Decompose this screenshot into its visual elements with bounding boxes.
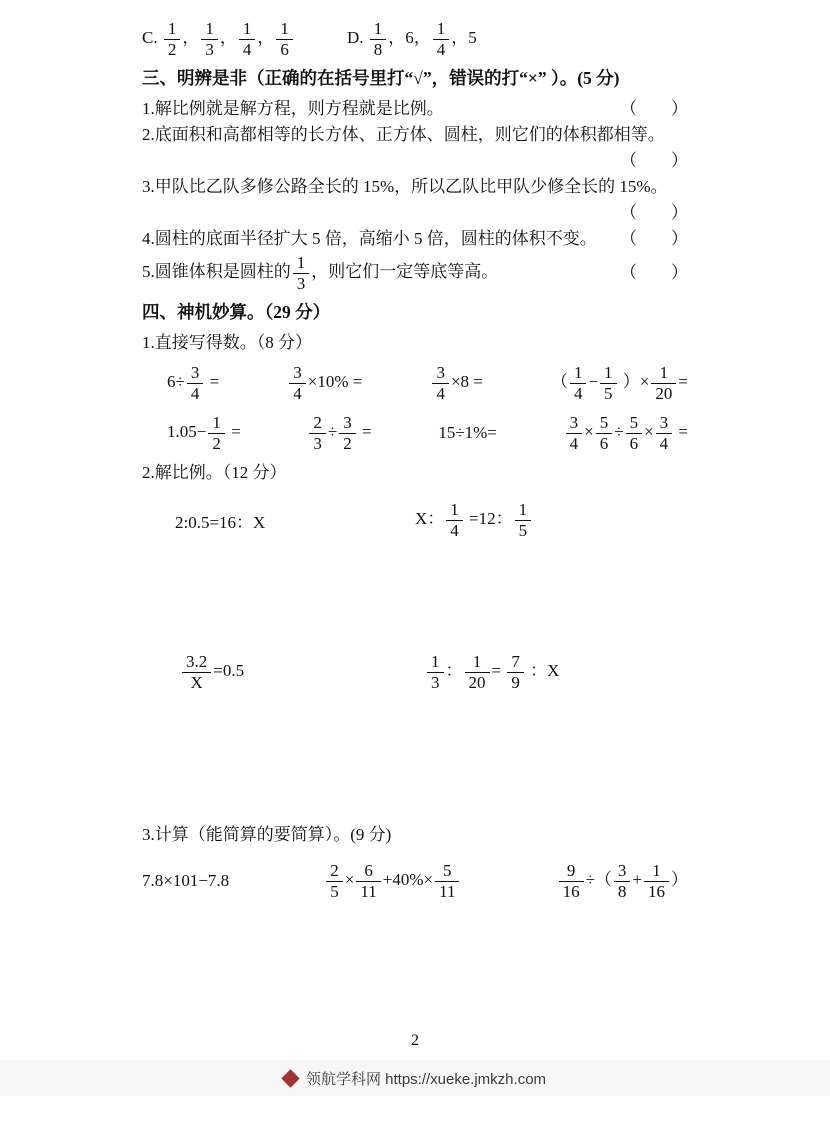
- math-text: ，: [219, 27, 237, 47]
- fraction-denominator: 5: [515, 520, 532, 541]
- fraction: [559, 861, 584, 901]
- tf-item-1-bracket: （ ）: [620, 99, 688, 118]
- fraction-denominator: 5: [326, 881, 343, 902]
- math-text: ，则它们一定等底等高。: [311, 261, 499, 281]
- fraction-denominator: 4: [656, 433, 673, 454]
- calc-expression: [551, 363, 688, 403]
- sub1-label: 1.直接写得数。（8 分）: [142, 333, 312, 352]
- fraction: [427, 652, 444, 692]
- math-text: 2:0.5=16：X: [175, 512, 266, 532]
- math-text: ，5: [451, 27, 477, 47]
- mental-calc-row-2: [142, 410, 688, 456]
- fraction-numerator: 5: [599, 412, 609, 432]
- fraction-numerator: 3: [617, 860, 627, 880]
- sub3-label: 3.计算（能简算的要简算）。(9 分): [142, 825, 392, 844]
- fraction: [626, 413, 643, 453]
- fraction-denominator: 4: [432, 383, 449, 404]
- fraction-denominator: 16: [559, 881, 584, 902]
- calc-expression: [438, 423, 497, 443]
- calc-expression: [307, 413, 371, 453]
- fraction: [507, 652, 524, 692]
- fraction-numerator: 1: [659, 362, 669, 382]
- fraction-numerator: 3: [293, 362, 302, 382]
- fraction: [596, 413, 613, 453]
- math-text: 3.甲队比乙队多修公路全长的 15%，所以乙队比甲队少修全长的 15%。: [142, 177, 668, 196]
- fraction: [446, 500, 463, 540]
- fraction-numerator: 1: [573, 362, 583, 382]
- tf-item-5-text: [142, 253, 498, 293]
- fraction-denominator: 20: [651, 383, 676, 404]
- fraction-numerator: 1: [280, 18, 289, 38]
- math-text: 15÷1%=: [438, 423, 497, 442]
- math-text: ，: [257, 27, 275, 47]
- math-text: =12：: [464, 508, 513, 528]
- fraction: [515, 500, 532, 540]
- page-number: 2: [411, 1032, 419, 1049]
- sub2-label: 2.解比例。（12 分）: [142, 463, 287, 482]
- fraction: [600, 363, 617, 403]
- math-text: D.: [347, 27, 368, 47]
- math-text: ×10% =: [307, 371, 363, 391]
- fraction: [164, 19, 181, 59]
- fraction-denominator: 4: [187, 383, 204, 404]
- mc-options-row: [142, 18, 688, 60]
- fraction-denominator: 4: [433, 39, 450, 60]
- fraction-denominator: 8: [370, 39, 387, 60]
- fraction-numerator: 2: [330, 860, 339, 880]
- math-text: +: [632, 869, 642, 889]
- fraction-denominator: X: [182, 672, 211, 693]
- fraction-denominator: 3: [309, 433, 326, 454]
- math-text: =: [226, 421, 241, 441]
- fraction-denominator: 2: [164, 39, 181, 60]
- fraction: [465, 652, 490, 692]
- calc-expression: [430, 363, 482, 403]
- section-four-title: 四、神机妙算。（29 分）: [142, 302, 331, 322]
- fraction-numerator: 1: [436, 18, 446, 38]
- fraction-numerator: 1: [431, 651, 440, 671]
- tf-item-2: [142, 122, 688, 174]
- tf-item-4: [142, 226, 688, 252]
- fraction-numerator: 1: [652, 860, 661, 880]
- fraction: [435, 861, 459, 901]
- fraction-numerator: 3: [569, 412, 579, 432]
- fraction-numerator: 2: [313, 412, 322, 432]
- proportion-expression: [142, 508, 415, 533]
- math-text: =: [491, 660, 506, 680]
- section-three-title: 三、明辨是非（正确的在括号里打“√”，错误的打“×” ）。(5 分): [142, 68, 620, 88]
- fraction-denominator: 4: [566, 433, 583, 454]
- fraction-denominator: 11: [356, 881, 380, 902]
- fraction-numerator: 3.2: [186, 651, 208, 671]
- calc-expression: [564, 413, 688, 453]
- fraction: [370, 19, 387, 59]
- math-text: −: [588, 371, 599, 391]
- fraction-denominator: 3: [201, 39, 218, 60]
- fraction: [570, 363, 587, 403]
- fraction-denominator: 6: [596, 433, 613, 454]
- fraction-denominator: 16: [644, 881, 669, 902]
- fraction: [293, 253, 310, 293]
- math-text: ×: [644, 421, 654, 441]
- fraction-numerator: 1: [472, 651, 482, 671]
- math-text: 5.圆锥体积是圆柱的: [142, 261, 291, 281]
- tf-item-1: [142, 96, 688, 122]
- math-text: 6÷: [167, 371, 185, 391]
- math-text: 2.底面积和高都相等的长方体、正方体、圆柱，则它们的体积都相等。: [142, 125, 665, 144]
- fraction-numerator: 1: [212, 412, 221, 432]
- fraction-denominator: 4: [289, 383, 306, 404]
- fraction-denominator: 6: [626, 433, 643, 454]
- tf-item-3-bracket: （ ）: [620, 203, 688, 222]
- proportion-expression: [415, 652, 688, 692]
- fraction-denominator: 3: [293, 273, 310, 294]
- mental-calc-row-1: [142, 360, 688, 406]
- fraction-numerator: 1: [604, 362, 613, 382]
- math-text: =: [357, 421, 372, 441]
- math-text: ，6，: [388, 27, 431, 47]
- footer-watermark: [0, 1060, 830, 1096]
- math-text: 1.解比例就是解方程，则方程就是比例。: [142, 99, 444, 118]
- tf-item-2-text: [142, 122, 688, 148]
- math-text: =: [678, 371, 688, 391]
- tf-item-5-bracket: （ ）: [620, 263, 688, 282]
- fraction-denominator: 4: [446, 520, 463, 541]
- fraction: [651, 363, 676, 403]
- math-text: 4.圆柱的底面半径扩大 5 倍，高缩小 5 倍，圆柱的体积不变。: [142, 229, 597, 248]
- tf-item-3-bracket-line: [142, 200, 688, 226]
- math-text: ÷: [327, 421, 338, 441]
- fraction-denominator: 5: [600, 383, 617, 404]
- fraction-numerator: 1: [205, 18, 214, 38]
- fraction-numerator: 3: [190, 362, 200, 382]
- proportion-expression: [415, 500, 688, 540]
- fraction-denominator: 4: [570, 383, 587, 404]
- tf-item-3-text: [142, 174, 688, 200]
- fraction: [309, 413, 326, 453]
- fraction-numerator: 1: [450, 499, 459, 519]
- fraction: [339, 413, 356, 453]
- calc-expression: [324, 861, 461, 901]
- option-d: [347, 19, 477, 59]
- fraction-numerator: 7: [511, 651, 520, 671]
- fraction-denominator: 2: [339, 433, 356, 454]
- math-text: ：: [445, 660, 463, 680]
- math-text: ×8 =: [450, 371, 483, 391]
- tf-item-4-text: [142, 226, 597, 252]
- math-text: （: [550, 371, 568, 391]
- fraction-denominator: 8: [614, 881, 631, 902]
- proportion-row-2: [142, 650, 688, 694]
- fraction-numerator: 6: [364, 860, 373, 880]
- option-c: [142, 19, 347, 59]
- math-text: =: [674, 421, 688, 441]
- fraction-numerator: 1: [518, 499, 528, 519]
- fraction-numerator: 1: [242, 18, 252, 38]
- simplify-calc-row: [142, 858, 688, 904]
- fraction: [326, 861, 343, 901]
- fraction: [187, 363, 204, 403]
- math-text: ）×: [618, 371, 650, 391]
- fraction-denominator: 11: [435, 881, 459, 902]
- tf-item-1-text: [142, 96, 444, 122]
- math-text: C.: [142, 27, 162, 47]
- math-text: ：X: [525, 660, 560, 680]
- fraction-denominator: 2: [208, 433, 225, 454]
- math-text: +40%×: [382, 869, 434, 889]
- fraction-denominator: 4: [239, 39, 256, 60]
- fraction: [239, 19, 256, 59]
- fraction-numerator: 5: [443, 860, 452, 880]
- fraction: [276, 19, 293, 59]
- fraction: [656, 413, 673, 453]
- calc-expression: [557, 861, 688, 901]
- fraction: [356, 861, 380, 901]
- fraction: [433, 19, 450, 59]
- fraction-denominator: 3: [427, 672, 444, 693]
- math-text: ）: [671, 869, 688, 889]
- tf-item-3: [142, 174, 688, 226]
- fraction: [182, 652, 211, 692]
- footer-text: 领航学科网 https://xueke.jmkzh.com: [305, 1070, 547, 1088]
- calc-expression: [167, 413, 241, 453]
- proportion-row-1: [142, 498, 688, 542]
- fraction: [566, 413, 583, 453]
- math-text: 1.05−: [167, 421, 207, 441]
- fraction-denominator: 9: [507, 672, 524, 693]
- math-text: =0.5: [213, 660, 245, 680]
- fraction-numerator: 1: [373, 18, 383, 38]
- fraction: [614, 861, 631, 901]
- brand-logo-icon: [281, 1069, 299, 1087]
- fraction-numerator: 3: [659, 412, 669, 432]
- fraction-numerator: 5: [629, 412, 639, 432]
- math-text: ，: [182, 27, 200, 47]
- fraction-numerator: 1: [167, 18, 177, 38]
- calc-expression: [167, 363, 219, 403]
- math-text: =: [205, 371, 220, 391]
- math-text: 7.8×101−7.8: [142, 871, 230, 890]
- tf-item-2-bracket: （ ）: [620, 151, 688, 170]
- math-text: ×: [344, 869, 355, 889]
- fraction-numerator: 3: [436, 362, 445, 382]
- tf-item-5: [142, 252, 688, 294]
- math-text: ÷（: [585, 869, 612, 889]
- math-text: X：: [415, 508, 445, 528]
- fraction-numerator: 3: [343, 412, 352, 432]
- proportion-expression: [142, 652, 415, 692]
- math-text: ×: [584, 421, 594, 441]
- fraction: [289, 363, 306, 403]
- fraction-numerator: 1: [296, 252, 306, 272]
- math-text: ÷: [614, 421, 624, 441]
- fraction-numerator: 9: [566, 860, 576, 880]
- fraction: [208, 413, 225, 453]
- fraction-denominator: 6: [276, 39, 293, 60]
- fraction-denominator: 20: [465, 672, 490, 693]
- fraction: [201, 19, 218, 59]
- calc-expression: [287, 363, 362, 403]
- calc-expression: [142, 871, 229, 891]
- tf-item-2-bracket-line: [142, 148, 688, 174]
- tf-item-4-bracket: （ ）: [620, 229, 688, 248]
- fraction: [644, 861, 669, 901]
- fraction: [432, 363, 449, 403]
